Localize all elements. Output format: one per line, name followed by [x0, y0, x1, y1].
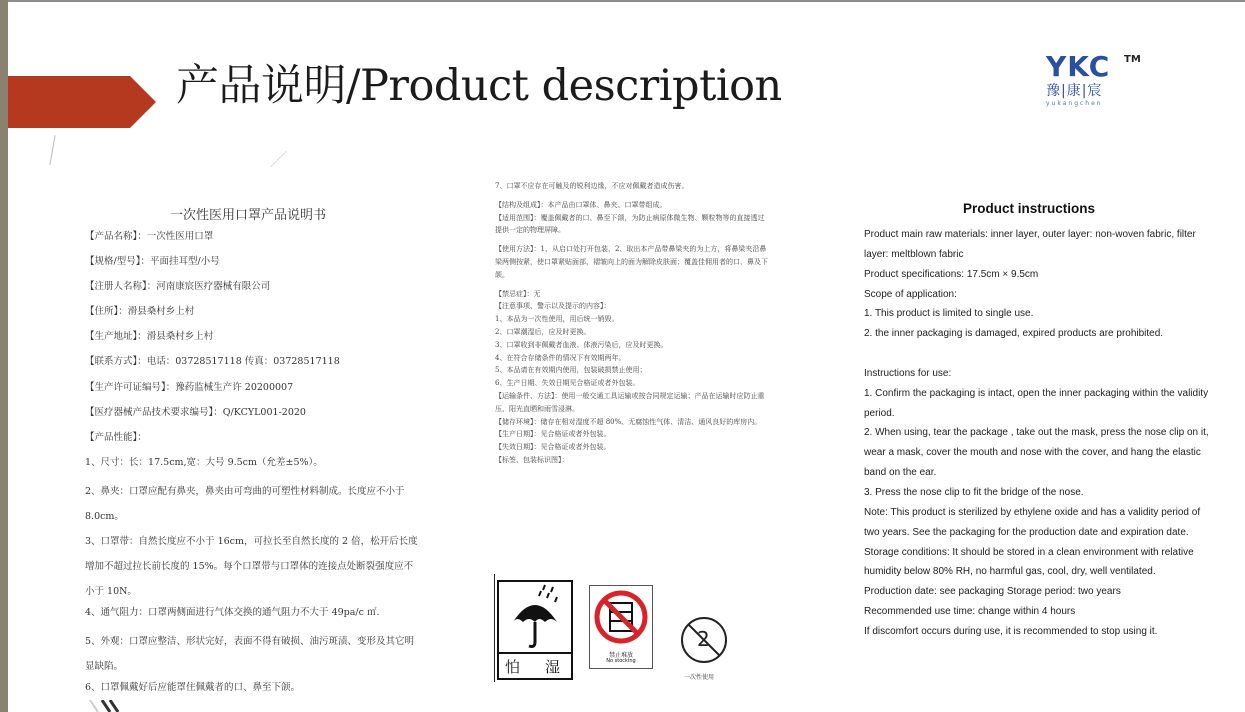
decorative-line	[270, 151, 286, 167]
no-stacking-label-cn: 禁止堆放	[608, 652, 633, 659]
leaflet-line: 【医疗器械产品技术要求编号】：Q/KCYL001-2020	[85, 406, 306, 418]
leaflet-line: 2、口罩潮湿后，应及时更换。	[495, 327, 591, 336]
leaflet-line: 【产品性能】：	[85, 431, 147, 443]
keep-dry-symbol	[497, 580, 573, 680]
instruction-line: Recommended use time: change within 4 hours	[864, 606, 1076, 618]
instruction-line: Product main raw materials: inner layer, outer layer: non-woven fabric, filter layer: meltblown fabric	[864, 229, 1196, 260]
english-instructions-body	[864, 225, 1214, 642]
leaflet-line: 2、鼻夹：口罩应配有鼻夹，鼻夹由可弯曲的可塑性材料制成。长度应不小于 8.0cm。	[85, 485, 405, 522]
top-border	[0, 0, 1245, 2]
leaflet-line: 【产品名称】：一次性医用口罩	[85, 231, 214, 242]
leaflet-line: 【生产日期】：见合格证或者外包装。	[495, 430, 611, 439]
leaflet-line: 3、口罩带：自然长度应不小于 16cm，可拉长至自然长度的 2 倍，松开后长度增加不超过拉长前长度的 15%。每个口罩带与口罩体的连接点处断裂强度应不小于 10N。	[85, 535, 418, 597]
leaflet-line: 【适用范围】：覆盖佩戴者的口、鼻至下颌，为防止病原体微生物、颗粒物等的直接透过提供一定的物理屏障。	[495, 213, 765, 235]
instruction-line: 1. This product is limited to single use.	[864, 308, 1034, 320]
instruction-line: 2. When using, tear the package , take out the mask, press the nose clip on it, wear a mask, cover the mouth and nose with the cover, and hang the elastic band on the ear.	[864, 427, 1209, 479]
logo-chinese-name: 豫|康|宸	[1046, 83, 1103, 99]
leaflet-line: 4、通气阻力：口罩两侧面进行气体交换的通气阻力不大于 49pa/c ㎡.	[85, 606, 380, 618]
single-use-caption: 一次性使用	[684, 674, 715, 681]
leaflet-line: 【联系方式】：电话：03728517118 传真：03728517118	[85, 356, 340, 368]
title-arrow-shape	[8, 76, 156, 128]
leaflet-line: 【禁忌症】：无	[495, 289, 541, 298]
instruction-line: Production date: see packaging Storage period: two years	[864, 586, 1121, 598]
leaflet-line: 7、口罩不应存在可触及的锐利边缘，不应对佩戴者造成伤害。	[495, 182, 689, 190]
logo-pinyin: yukangchen	[1046, 100, 1103, 107]
leaflet-line: 【使用方法】：1、从启口处打开包装，2、取出本产品带鼻梁夹的为上方，将鼻梁夹沿鼻梁两侧按紧，使口罩紧贴面部，褶皱向上的面为解除皮肤面；覆盖佳佣用者的口、鼻及下颌。	[495, 245, 768, 279]
leaflet-line: 【生产许可证编号】：豫药监械生产许 20200007	[85, 381, 294, 393]
single-use-number: 2	[697, 627, 710, 651]
leaflet-line: 【规格/型号】：平面挂耳型/小号	[85, 256, 220, 268]
decorative-line	[49, 135, 55, 165]
leaflet-line: 【注意事项、警示以及提示的内容】：	[495, 302, 611, 311]
chinese-leaflet-body	[85, 228, 420, 704]
keep-dry-label-right: 湿	[545, 658, 561, 676]
symbol-divider	[494, 574, 495, 682]
leaflet-line: 1、本品为一次性使用，用后统一销毁。	[495, 315, 619, 324]
left-accent-bar	[0, 0, 8, 712]
instruction-line: Product specifications: 17.5cm × 9.5cm	[864, 268, 1039, 280]
leaflet-line: 【结构及组成】：本产品由口罩体、鼻夹、口罩带组成。	[495, 200, 667, 209]
logo-mark: YKC	[1046, 50, 1111, 83]
page-title: 产品说明/Product description	[176, 61, 782, 111]
instruction-line: Scope of application:	[864, 288, 957, 300]
leaflet-line: 【储存环境】：储存在相对湿度不超 80%、无腐蚀性气体、清洁、通风良好的库房内。	[495, 417, 762, 426]
no-stacking-icon	[590, 586, 652, 646]
instruction-line: Note: This product is sterilized by ethylene oxide and has a validity period of two years. See the packaging for the production date and expiration date.	[864, 506, 1201, 538]
leaflet-line: 【标签、包装标识图】：	[495, 455, 569, 464]
leaflet-line: 1、尺寸：长：17.5cm,宽：大号 9.5cm（允差±5%）。	[85, 456, 323, 468]
english-instructions-title: Product instructions	[963, 201, 1096, 216]
chinese-leaflet-title: 一次性医用口罩产品说明书	[170, 208, 327, 223]
leaflet-line: 【住所】：滑县桑村乡上村	[85, 306, 195, 318]
trademark-symbol: TM	[1124, 54, 1141, 65]
instruction-line: 3. Press the nose clip to fit the bridge of the nose.	[864, 486, 1084, 498]
umbrella-icon	[499, 582, 571, 652]
brand-logo	[1046, 50, 1141, 120]
leaflet-line: 6、口罩佩戴好后应能罩住佩戴者的口、鼻至下颌。	[85, 682, 301, 694]
no-stacking-label-en: No stocking	[606, 658, 636, 664]
decorative-strokes	[80, 700, 140, 712]
leaflet-line: 4、在符合存储条件的情况下有效期两年。	[495, 353, 626, 362]
leaflet-line: 【失效日期】：见合格证或者外包装。	[495, 443, 611, 452]
instruction-line: 1. Confirm the packaging is intact, open the inner packaging within the validity period.	[864, 387, 1209, 419]
keep-dry-label-left: 怕	[505, 658, 521, 676]
instruction-line: If discomfort occurs during use, it is recommended to stop using it.	[864, 625, 1158, 637]
instruction-line: Storage conditions: It should be stored in a clean environment with relative humidity below 80% RH, no harmful gas, cool, dry, well ventilated.	[864, 546, 1194, 578]
leaflet-line: 【注册人名称】：河南康宸医疗器械有限公司	[85, 281, 271, 293]
no-stacking-symbol	[589, 585, 653, 669]
leaflet-line: 【生产地址】：滑县桑村乡上村	[85, 331, 214, 343]
leaflet-line: 3、口罩收到非佩戴者血液、体液污染后，应及时更换。	[495, 340, 668, 349]
instruction-line: 2. the inner packaging is damaged, expired products are prohibited.	[864, 328, 1164, 340]
leaflet-line: 5、外观：口罩应整洁、形状完好，表面不得有破损、油污斑渍、变形及其它明显缺陷。	[85, 636, 415, 673]
instruction-line: Instructions for use:	[864, 367, 952, 379]
chinese-leaflet-continued	[495, 180, 770, 467]
leaflet-line: 【运输条件、方法】：使用一般交通工具运输或按合同规定运输；产品在运输时应防止重压、阳光直晒和雨雪浸淋。	[495, 391, 765, 413]
leaflet-line: 6、生产日期、失效日期见合格证或者外包装。	[495, 379, 640, 388]
leaflet-line: 5、本品请在有效期内使用，包装破损禁止使用；	[495, 366, 647, 375]
